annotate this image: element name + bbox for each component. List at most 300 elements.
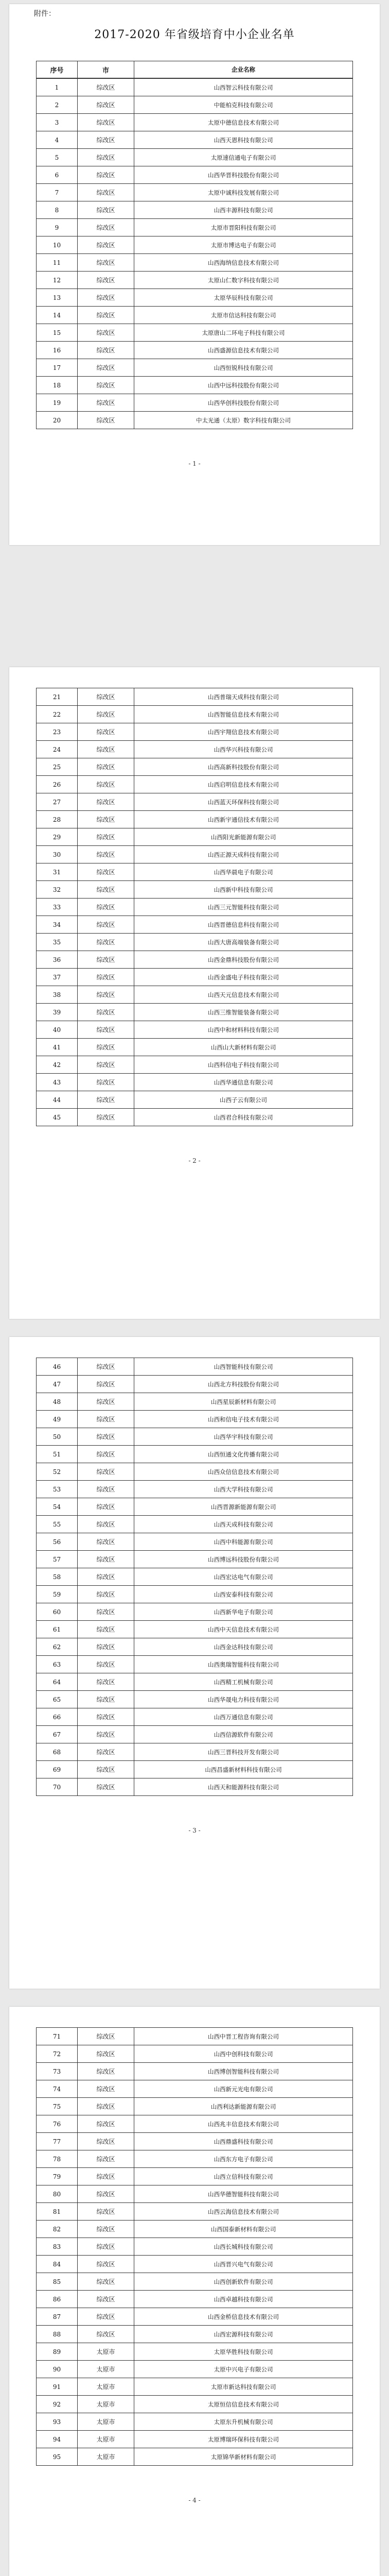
table-row xyxy=(37,1708,352,1725)
table-row xyxy=(37,1463,352,1480)
row-seq: 27 xyxy=(37,793,78,810)
table-row xyxy=(37,1550,352,1568)
row-company-name: 山西华晋科技股份有限公司 xyxy=(208,171,279,179)
row-company-name: 山西启明信息技术有限公司 xyxy=(208,781,279,788)
row-company-name: 太原市信达科技有限公司 xyxy=(210,311,276,319)
row-company-name: 太原中兴电子有限公司 xyxy=(214,2365,273,2373)
table-row xyxy=(37,1003,352,1021)
row-company-name: 山西三元智能科技有限公司 xyxy=(208,903,279,911)
row-company-name: 山西新华电子有限公司 xyxy=(214,1608,273,1616)
row-company-name: 山西三维智能装备有限公司 xyxy=(208,1008,279,1016)
row-seq: 74 xyxy=(37,2080,78,2097)
table-row xyxy=(37,218,352,236)
row-region: 综改区 xyxy=(78,706,134,723)
row-company-name: 太原博瑞环保科技有限公司 xyxy=(208,2435,279,2443)
row-company-name: 山西昌盛新材料科技有限公司 xyxy=(205,1766,282,1773)
row-company-name: 山西宏源科技有限公司 xyxy=(214,2330,273,2338)
row-region: 综改区 xyxy=(78,828,134,845)
row-seq: 26 xyxy=(37,776,78,793)
row-region: 综改区 xyxy=(78,2291,134,2308)
row-region: 综改区 xyxy=(78,2326,134,2343)
row-seq: 68 xyxy=(37,1743,78,1760)
row-seq: 12 xyxy=(37,272,78,289)
row-seq: 79 xyxy=(37,2168,78,2185)
row-region: 综改区 xyxy=(78,1726,134,1743)
table-row xyxy=(37,2290,352,2308)
row-region: 太原市 xyxy=(78,2431,134,2448)
row-region: 综改区 xyxy=(78,986,134,1003)
table-row xyxy=(37,2080,352,2097)
document-title: 2017-2020 年省级培育中小企业名单 xyxy=(94,28,295,41)
row-region: 综改区 xyxy=(78,2080,134,2097)
row-region: 综改区 xyxy=(78,2045,134,2062)
table-row xyxy=(37,1073,352,1091)
row-company-name: 中太光通（太原）数字科技有限公司 xyxy=(196,416,291,424)
table-row xyxy=(37,2343,352,2360)
page-number: - 3 - xyxy=(188,1827,201,1834)
row-company-name: 山西安泰科技有限公司 xyxy=(214,1590,273,1598)
row-seq: 38 xyxy=(37,986,78,1003)
row-region: 综改区 xyxy=(78,272,134,289)
row-region: 综改区 xyxy=(78,1656,134,1673)
row-seq: 53 xyxy=(37,1481,78,1498)
row-company-name: 山西智能科技有限公司 xyxy=(214,1363,273,1370)
row-company-name: 山西大学科技有限公司 xyxy=(214,1485,273,1493)
page-number: - 1 - xyxy=(188,460,201,467)
table-row xyxy=(37,951,352,968)
row-seq: 76 xyxy=(37,2115,78,2132)
table-row xyxy=(37,1021,352,1038)
row-seq: 87 xyxy=(37,2308,78,2325)
row-region: 综改区 xyxy=(78,916,134,933)
row-company-name: 太原东升机械有限公司 xyxy=(214,2418,273,2426)
table-row xyxy=(37,271,352,289)
row-company-name: 太原恒信信息技术有限公司 xyxy=(208,2400,279,2408)
row-company-name: 山西华创科技股份有限公司 xyxy=(208,399,279,406)
row-region: 综改区 xyxy=(78,846,134,863)
table-row xyxy=(37,201,352,218)
row-region: 综改区 xyxy=(78,1376,134,1393)
table-row xyxy=(37,1410,352,1428)
row-seq: 36 xyxy=(37,951,78,968)
row-seq: 8 xyxy=(37,201,78,218)
row-company-name: 山西宏达电气有限公司 xyxy=(214,1573,273,1581)
row-region: 综改区 xyxy=(78,1551,134,1568)
row-seq: 51 xyxy=(37,1446,78,1463)
table-row xyxy=(37,236,352,253)
row-seq: 6 xyxy=(37,166,78,183)
row-region: 综改区 xyxy=(78,1411,134,1428)
row-region: 综改区 xyxy=(78,2238,134,2255)
row-company-name: 太原华胜科技有限公司 xyxy=(214,2348,273,2355)
row-company-name: 山西金桥信息技术有限公司 xyxy=(208,2313,279,2320)
row-seq: 61 xyxy=(37,1621,78,1638)
row-company-name: 山西华晨电子有限公司 xyxy=(214,868,273,876)
row-region: 综改区 xyxy=(78,1463,134,1480)
row-seq: 66 xyxy=(37,1708,78,1725)
row-seq: 47 xyxy=(37,1376,78,1393)
table-row xyxy=(37,2395,352,2413)
row-region: 综改区 xyxy=(78,1533,134,1550)
table-row xyxy=(37,1725,352,1743)
row-seq: 13 xyxy=(37,289,78,306)
row-region: 综改区 xyxy=(78,2168,134,2185)
row-company-name: 山西君合科技有限公司 xyxy=(214,1113,273,1121)
company-table xyxy=(36,688,353,1126)
row-seq: 71 xyxy=(37,2028,78,2045)
table-row xyxy=(37,845,352,863)
row-region: 综改区 xyxy=(78,342,134,359)
row-company-name: 山西中科能源有限公司 xyxy=(214,1538,273,1546)
row-company-name: 山西海纳信息技术有限公司 xyxy=(208,259,279,266)
row-seq: 14 xyxy=(37,307,78,324)
row-company-name: 太原华辰科技有限公司 xyxy=(214,294,273,301)
row-company-name: 山西大唐高端装备有限公司 xyxy=(208,938,279,946)
row-region: 综改区 xyxy=(78,1586,134,1603)
row-region: 太原市 xyxy=(78,2361,134,2378)
row-company-name: 山西和信电子技术有限公司 xyxy=(208,1415,279,1423)
row-seq: 89 xyxy=(37,2343,78,2360)
table-row xyxy=(37,1743,352,1760)
table-row xyxy=(37,2185,352,2202)
row-seq: 78 xyxy=(37,2150,78,2167)
row-seq: 75 xyxy=(37,2098,78,2115)
table-row xyxy=(37,1673,352,1690)
row-region: 综改区 xyxy=(78,2221,134,2238)
row-region: 综改区 xyxy=(78,1056,134,1073)
row-region: 综改区 xyxy=(78,201,134,218)
row-region: 综改区 xyxy=(78,2063,134,2080)
table-row xyxy=(37,1108,352,1126)
table-row xyxy=(37,2062,352,2080)
row-seq: 10 xyxy=(37,236,78,253)
table-row xyxy=(37,863,352,880)
row-region: 综改区 xyxy=(78,2273,134,2290)
company-table xyxy=(36,2027,353,2466)
row-seq: 22 xyxy=(37,706,78,723)
row-region: 综改区 xyxy=(78,307,134,324)
row-company-name: 山西创新软件有限公司 xyxy=(214,2278,273,2285)
row-region: 综改区 xyxy=(78,394,134,411)
row-region: 综改区 xyxy=(78,1673,134,1690)
row-seq: 15 xyxy=(37,324,78,341)
table-row xyxy=(37,1760,352,1778)
row-region: 综改区 xyxy=(78,1708,134,1725)
row-seq: 83 xyxy=(37,2238,78,2255)
row-region: 综改区 xyxy=(78,1039,134,1056)
table-row xyxy=(37,1056,352,1073)
row-region: 综改区 xyxy=(78,2185,134,2202)
document-page xyxy=(9,667,380,1319)
table-row xyxy=(37,793,352,810)
table-row xyxy=(37,113,352,131)
table-row xyxy=(37,1480,352,1498)
table-row xyxy=(37,1091,352,1108)
row-region: 综改区 xyxy=(78,1778,134,1795)
row-region: 综改区 xyxy=(78,741,134,758)
row-region: 综改区 xyxy=(78,114,134,131)
row-seq: 59 xyxy=(37,1586,78,1603)
row-region: 综改区 xyxy=(78,1743,134,1760)
row-company-name: 山西晋德信息科技有限公司 xyxy=(208,921,279,928)
table-row xyxy=(37,740,352,758)
row-region: 综改区 xyxy=(78,96,134,113)
document-page xyxy=(9,2007,380,2576)
row-seq: 21 xyxy=(37,688,78,705)
row-seq: 95 xyxy=(37,2448,78,2465)
row-company-name: 山西华宇科技有限公司 xyxy=(214,1433,273,1440)
row-seq: 81 xyxy=(37,2203,78,2220)
row-company-name: 山西晋兴电气有限公司 xyxy=(214,2260,273,2268)
row-company-name: 山西阳光新能源有限公司 xyxy=(210,833,276,841)
row-seq: 42 xyxy=(37,1056,78,1073)
row-seq: 50 xyxy=(37,1428,78,1445)
table-row xyxy=(37,1638,352,1655)
table-row xyxy=(37,1620,352,1638)
row-region: 综改区 xyxy=(78,1358,134,1375)
row-region: 综改区 xyxy=(78,289,134,306)
row-seq: 49 xyxy=(37,1411,78,1428)
row-region: 太原市 xyxy=(78,2413,134,2430)
table-row xyxy=(37,2308,352,2325)
row-company-name: 山西高新科技股份有限公司 xyxy=(208,763,279,771)
row-region: 综改区 xyxy=(78,723,134,740)
row-seq: 44 xyxy=(37,1091,78,1108)
row-company-name: 山西华晟电力科技有限公司 xyxy=(208,1696,279,1703)
table-row xyxy=(37,1393,352,1410)
document-page xyxy=(9,1337,380,1989)
row-seq: 73 xyxy=(37,2063,78,2080)
row-seq: 37 xyxy=(37,969,78,986)
row-seq: 94 xyxy=(37,2431,78,2448)
row-region: 综改区 xyxy=(78,2028,134,2045)
page-number: - 2 - xyxy=(188,1157,201,1164)
table-row xyxy=(37,2430,352,2448)
row-seq: 16 xyxy=(37,342,78,359)
row-region: 综改区 xyxy=(78,377,134,394)
row-company-name: 山西兆丰信息技术有限公司 xyxy=(208,2120,279,2128)
row-company-name: 山西科信电子科技有限公司 xyxy=(208,1061,279,1069)
table-row xyxy=(37,2238,352,2255)
row-seq: 64 xyxy=(37,1673,78,1690)
row-seq: 84 xyxy=(37,2256,78,2273)
row-seq: 31 xyxy=(37,863,78,880)
row-seq: 80 xyxy=(37,2185,78,2202)
table-row xyxy=(37,1603,352,1620)
table-row xyxy=(37,2325,352,2343)
table-row xyxy=(37,2202,352,2220)
row-company-name: 山西东方电子有限公司 xyxy=(214,2155,273,2163)
row-region: 综改区 xyxy=(78,969,134,986)
company-table xyxy=(36,78,353,429)
row-company-name: 山西子云有限公司 xyxy=(220,1096,267,1104)
row-region: 综改区 xyxy=(78,1568,134,1585)
row-seq: 4 xyxy=(37,131,78,148)
table-row xyxy=(37,1690,352,1708)
row-company-name: 山西长城科技有限公司 xyxy=(214,2243,273,2250)
row-region: 综改区 xyxy=(78,2308,134,2325)
row-seq: 34 xyxy=(37,916,78,933)
row-company-name: 山西星辰新材料有限公司 xyxy=(210,1398,276,1405)
row-seq: 17 xyxy=(37,359,78,376)
row-company-name: 山西奥瑞智能科技有限公司 xyxy=(208,1660,279,1668)
row-seq: 11 xyxy=(37,254,78,271)
row-company-name: 太原市博达电子有限公司 xyxy=(210,241,276,249)
row-company-name: 山西三晋科技开发有限公司 xyxy=(208,1748,279,1756)
row-company-name: 山西新宇通信技术有限公司 xyxy=(208,816,279,823)
table-row xyxy=(37,2132,352,2150)
row-company-name: 山西恒锐科技有限公司 xyxy=(214,364,273,371)
table-row xyxy=(37,1038,352,1056)
table-row xyxy=(37,166,352,183)
row-seq: 82 xyxy=(37,2221,78,2238)
row-region: 综改区 xyxy=(78,1446,134,1463)
table-row xyxy=(37,1358,352,1375)
row-seq: 41 xyxy=(37,1039,78,1056)
row-region: 综改区 xyxy=(78,1638,134,1655)
table-row xyxy=(37,2027,352,2045)
row-region: 综改区 xyxy=(78,1393,134,1410)
row-company-name: 山西智能信息技术有限公司 xyxy=(208,710,279,718)
table-row xyxy=(37,968,352,986)
table-row xyxy=(37,933,352,951)
row-region: 综改区 xyxy=(78,359,134,376)
table-row xyxy=(37,253,352,271)
table-row xyxy=(37,2255,352,2273)
row-company-name: 太原锦华新材料有限公司 xyxy=(210,2453,276,2461)
row-company-name: 太原速信通电子有限公司 xyxy=(210,154,276,161)
row-region: 综改区 xyxy=(78,2098,134,2115)
row-seq: 91 xyxy=(37,2378,78,2395)
table-row xyxy=(37,828,352,845)
row-region: 综改区 xyxy=(78,2150,134,2167)
row-seq: 92 xyxy=(37,2396,78,2413)
row-region: 综改区 xyxy=(78,1603,134,1620)
row-seq: 72 xyxy=(37,2045,78,2062)
row-company-name: 中能柏克科技有限公司 xyxy=(214,101,273,109)
table-row xyxy=(37,705,352,723)
row-company-name: 山西蓝天环保科技有限公司 xyxy=(208,798,279,806)
table-row xyxy=(37,341,352,359)
row-company-name: 山西中和材料科技有限公司 xyxy=(208,1026,279,1033)
row-region: 综改区 xyxy=(78,1621,134,1638)
document-page xyxy=(9,4,380,545)
table-header-row xyxy=(36,61,353,78)
row-seq: 55 xyxy=(37,1516,78,1533)
row-region: 综改区 xyxy=(78,2115,134,2132)
row-region: 综改区 xyxy=(78,236,134,253)
row-company-name: 太原市新达科技有限公司 xyxy=(210,2383,276,2391)
table-row xyxy=(37,810,352,828)
row-company-name: 山西金盛电子科技有限公司 xyxy=(208,973,279,981)
row-region: 综改区 xyxy=(78,1516,134,1533)
table-row xyxy=(37,1375,352,1393)
row-region: 综改区 xyxy=(78,1428,134,1445)
row-seq: 1 xyxy=(37,79,78,96)
row-seq: 5 xyxy=(37,149,78,166)
row-seq: 63 xyxy=(37,1656,78,1673)
row-seq: 18 xyxy=(37,377,78,394)
row-region: 综改区 xyxy=(78,324,134,341)
row-company-name: 山西天和能源科技有限公司 xyxy=(208,1783,279,1791)
row-seq: 62 xyxy=(37,1638,78,1655)
row-seq: 39 xyxy=(37,1004,78,1021)
row-company-name: 山西华通信息有限公司 xyxy=(214,1078,273,1086)
row-company-name: 山西金达科技有限公司 xyxy=(214,1643,273,1651)
table-row xyxy=(37,1498,352,1515)
row-seq: 77 xyxy=(37,2133,78,2150)
row-company-name: 山西北方科技股份有限公司 xyxy=(208,1380,279,1388)
table-row xyxy=(37,411,352,429)
row-company-name: 太原中诚科技发展有限公司 xyxy=(208,189,279,196)
row-region: 综改区 xyxy=(78,184,134,201)
row-seq: 23 xyxy=(37,723,78,740)
row-region: 综改区 xyxy=(78,1109,134,1126)
table-row xyxy=(37,1778,352,1795)
row-seq: 52 xyxy=(37,1463,78,1480)
table-row xyxy=(37,359,352,376)
row-region: 综改区 xyxy=(78,1481,134,1498)
table-row xyxy=(37,306,352,324)
row-seq: 93 xyxy=(37,2413,78,2430)
table-row xyxy=(37,324,352,341)
page-number: - 4 - xyxy=(188,2497,201,2504)
table-row xyxy=(37,723,352,740)
row-company-name: 山西山大新材料有限公司 xyxy=(210,1043,276,1051)
row-company-name: 山西正源天成科技有限公司 xyxy=(208,851,279,858)
row-company-name: 山西立信科技有限公司 xyxy=(214,2173,273,2180)
row-region: 综改区 xyxy=(78,2256,134,2273)
row-region: 综改区 xyxy=(78,951,134,968)
row-region: 综改区 xyxy=(78,2203,134,2220)
row-seq: 90 xyxy=(37,2361,78,2378)
row-seq: 40 xyxy=(37,1021,78,1038)
row-seq: 86 xyxy=(37,2291,78,2308)
row-seq: 58 xyxy=(37,1568,78,1585)
row-region: 综改区 xyxy=(78,1004,134,1021)
row-region: 综改区 xyxy=(78,166,134,183)
row-company-name: 太原山仁数字科技有限公司 xyxy=(208,276,279,284)
row-region: 综改区 xyxy=(78,412,134,429)
row-region: 综改区 xyxy=(78,149,134,166)
row-seq: 69 xyxy=(37,1761,78,1778)
row-seq: 46 xyxy=(37,1358,78,1375)
row-seq: 30 xyxy=(37,846,78,863)
row-region: 综改区 xyxy=(78,776,134,793)
table-row xyxy=(37,394,352,411)
table-row xyxy=(37,2045,352,2062)
table-row xyxy=(37,2220,352,2238)
table-row xyxy=(37,1533,352,1550)
row-company-name: 山西盛源信息技术有限公司 xyxy=(208,346,279,354)
row-region: 综改区 xyxy=(78,793,134,810)
table-row xyxy=(37,1585,352,1603)
table-row xyxy=(37,758,352,775)
row-seq: 43 xyxy=(37,1074,78,1091)
row-seq: 57 xyxy=(37,1551,78,1568)
row-company-name: 太原市晋阳科技有限公司 xyxy=(210,224,276,231)
table-row xyxy=(37,1568,352,1585)
row-seq: 25 xyxy=(37,758,78,775)
row-region: 综改区 xyxy=(78,1074,134,1091)
row-region: 综改区 xyxy=(78,1761,134,1778)
row-region: 综改区 xyxy=(78,254,134,271)
table-row xyxy=(37,2273,352,2290)
row-seq: 19 xyxy=(37,394,78,411)
row-company-name: 山西博远科技股份有限公司 xyxy=(208,1555,279,1563)
row-region: 太原市 xyxy=(78,2378,134,2395)
row-company-name: 山西国泰新材料有限公司 xyxy=(210,2225,276,2233)
